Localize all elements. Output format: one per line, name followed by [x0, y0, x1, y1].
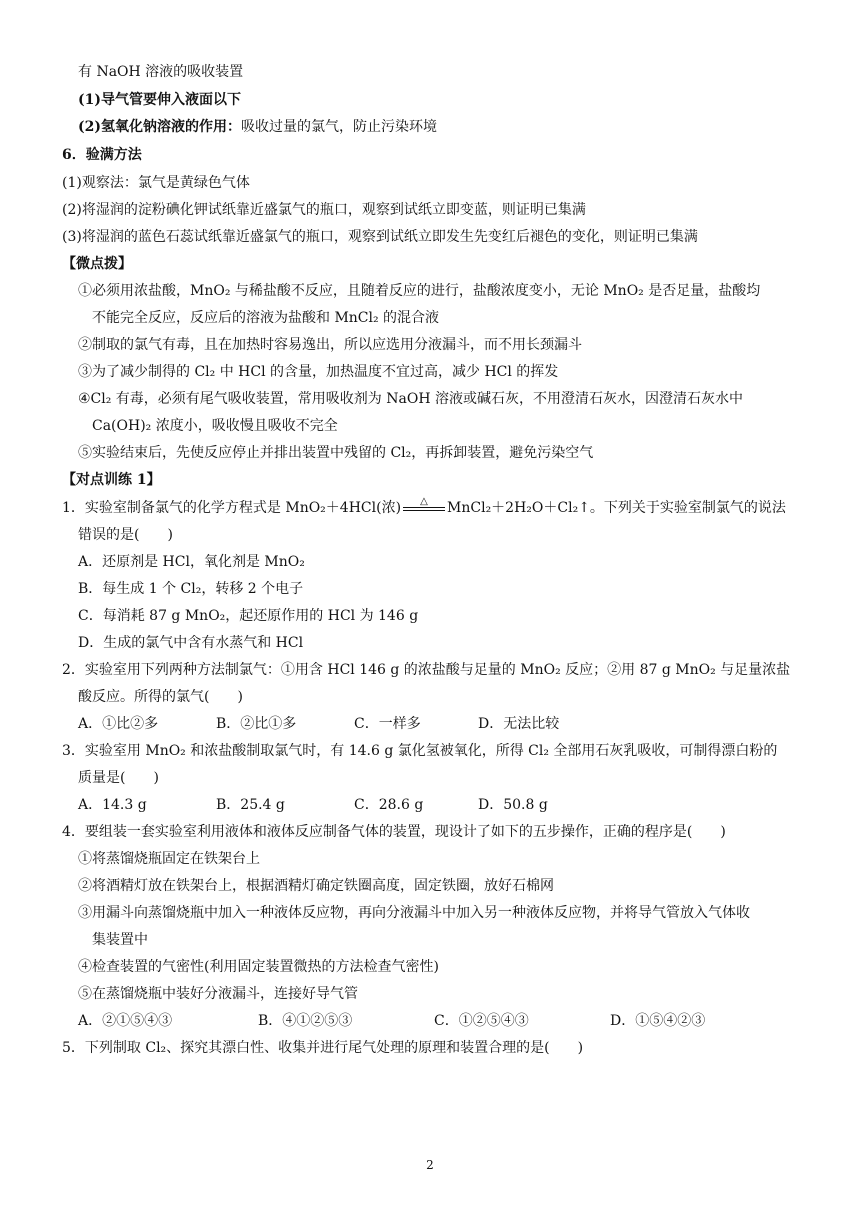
page-number: 2	[426, 1158, 434, 1172]
step-item: ③用漏斗向蒸馏烧瓶中加入一种液体反应物，再向分液漏斗中加入另一种液体反应物，并将导气管放入气体收	[78, 905, 750, 921]
bold-label: (2)氢氧化钠溶液的作用：	[78, 119, 241, 135]
option-b: B．④①②⑤③	[258, 1013, 353, 1029]
option-b: B．②比①多	[216, 716, 297, 732]
reaction-condition-arrow	[401, 498, 447, 518]
section-heading: 【微点拨】	[62, 256, 132, 272]
option-a: A．14.3 g	[78, 797, 147, 813]
section-heading: 【对点训练 1】	[62, 472, 161, 488]
option-d: D．无法比较	[478, 716, 560, 732]
option-b: B．每生成 1 个 Cl₂，转移 2 个电子	[78, 581, 304, 597]
option-a: A．②①⑤④③	[78, 1013, 173, 1029]
text-line: (2)将湿润的淀粉碘化钾试纸靠近盛氯气的瓶口，观察到试纸立即变蓝，则证明已集满	[62, 202, 586, 218]
question-5-stem: 5．下列制取 Cl₂、探究其漂白性、收集并进行尾气处理的原理和装置合理的是( )	[62, 1040, 584, 1056]
option-c: C．①②⑤④③	[434, 1013, 529, 1029]
text-line: ④Cl₂ 有毒，必须有尾气吸收装置，常用吸收剂为 NaOH 溶液或碱石灰，不用澄清石灰水，因澄清石灰水中	[78, 391, 743, 407]
step-item: ②将酒精灯放在铁架台上，根据酒精灯确定铁圈高度，固定铁圈，放好石棉网	[78, 878, 554, 894]
text-line: 集装置中	[92, 932, 148, 948]
question-1-stem	[62, 498, 786, 518]
text-line: 酸反应。所得的氯气( )	[78, 689, 243, 705]
text-line: 不能完全反应，反应后的溶液为盐酸和 MnCl₂ 的混合液	[92, 310, 440, 326]
options-row	[78, 714, 559, 734]
text-line: ③为了减少制得的 Cl₂ 中 HCl 的含量，加热温度不宜过高，减少 HCl 的挥发	[78, 364, 559, 380]
text-line: 质量是( )	[78, 770, 159, 786]
text-line	[78, 117, 437, 137]
question-4-stem: 4．要组装一套实验室利用液体和液体反应制备气体的装置，现设计了如下的五步操作，正确的程序是( )	[62, 824, 726, 840]
text-line: 错误的是( )	[78, 527, 173, 543]
step-item: ①将蒸馏烧瓶固定在铁架台上	[78, 851, 260, 867]
text-line: ②制取的氯气有毒，且在加热时容易逸出，所以应选用分液漏斗，而不用长颈漏斗	[78, 337, 582, 353]
option-d: D．①⑤④②③	[610, 1013, 706, 1029]
question-2-stem: 2．实验室用下列两种方法制氯气：①用含 HCl 146 g 的浓盐酸与足量的 MnO₂ 反应；②用 87 g MnO₂ 与足量浓盐	[62, 662, 791, 678]
option-d: D．生成的氯气中含有水蒸气和 HCl	[78, 635, 304, 651]
text-span: MnCl₂＋2H₂O＋Cl₂↑。下列关于实验室制氯气的说法	[447, 500, 786, 516]
options-row	[78, 1011, 705, 1031]
step-item: ⑤在蒸馏烧瓶中装好分液漏斗，连接好导气管	[78, 986, 358, 1002]
section-heading: 6．验满方法	[62, 147, 142, 163]
text-span: 1．实验室制备氯气的化学方程式是 MnO₂＋4HCl(浓)	[62, 500, 402, 516]
text-span: 吸收过量的氯气，防止污染环境	[241, 119, 437, 135]
question-3-stem: 3．实验室用 MnO₂ 和浓盐酸制取氯气时，有 14.6 g 氯化氢被氧化，所得 Cl₂ 全部用石灰乳吸收，可制得漂白粉的	[62, 743, 778, 759]
heat-symbol: △	[420, 496, 428, 507]
text-line: ①必须用浓盐酸，MnO₂ 与稀盐酸不反应，且随着反应的进行，盐酸浓度变小，无论 MnO₂ 是否足量，盐酸均	[78, 283, 761, 299]
option-b: B．25.4 g	[216, 797, 285, 813]
options-row	[78, 795, 548, 815]
text-line: Ca(OH)₂ 浓度小，吸收慢且吸收不完全	[92, 418, 338, 434]
option-c: C．每消耗 87 g MnO₂，起还原作用的 HCl 为 146 g	[78, 608, 419, 624]
text-line: ⑤实验结束后，先使反应停止并排出装置中残留的 Cl₂，再拆卸装置，避免污染空气	[78, 445, 594, 461]
option-c: C．28.6 g	[354, 797, 424, 813]
option-d: D．50.8 g	[478, 797, 548, 813]
option-a: A．①比②多	[78, 716, 159, 732]
text-line: 有 NaOH 溶液的吸收装置	[78, 64, 244, 80]
text-line: (1)观察法：氯气是黄绿色气体	[62, 175, 250, 191]
text-line: (1)导气管要伸入液面以下	[78, 92, 241, 108]
option-a: A．还原剂是 HCl，氧化剂是 MnO₂	[78, 554, 305, 570]
step-item: ④检查装置的气密性(利用固定装置微热的方法检查气密性)	[78, 959, 439, 975]
text-line: (3)将湿润的蓝色石蕊试纸靠近盛氯气的瓶口，观察到试纸立即发生先变红后褪色的变化，则证明已集满	[62, 229, 698, 245]
option-c: C．一样多	[354, 716, 421, 732]
